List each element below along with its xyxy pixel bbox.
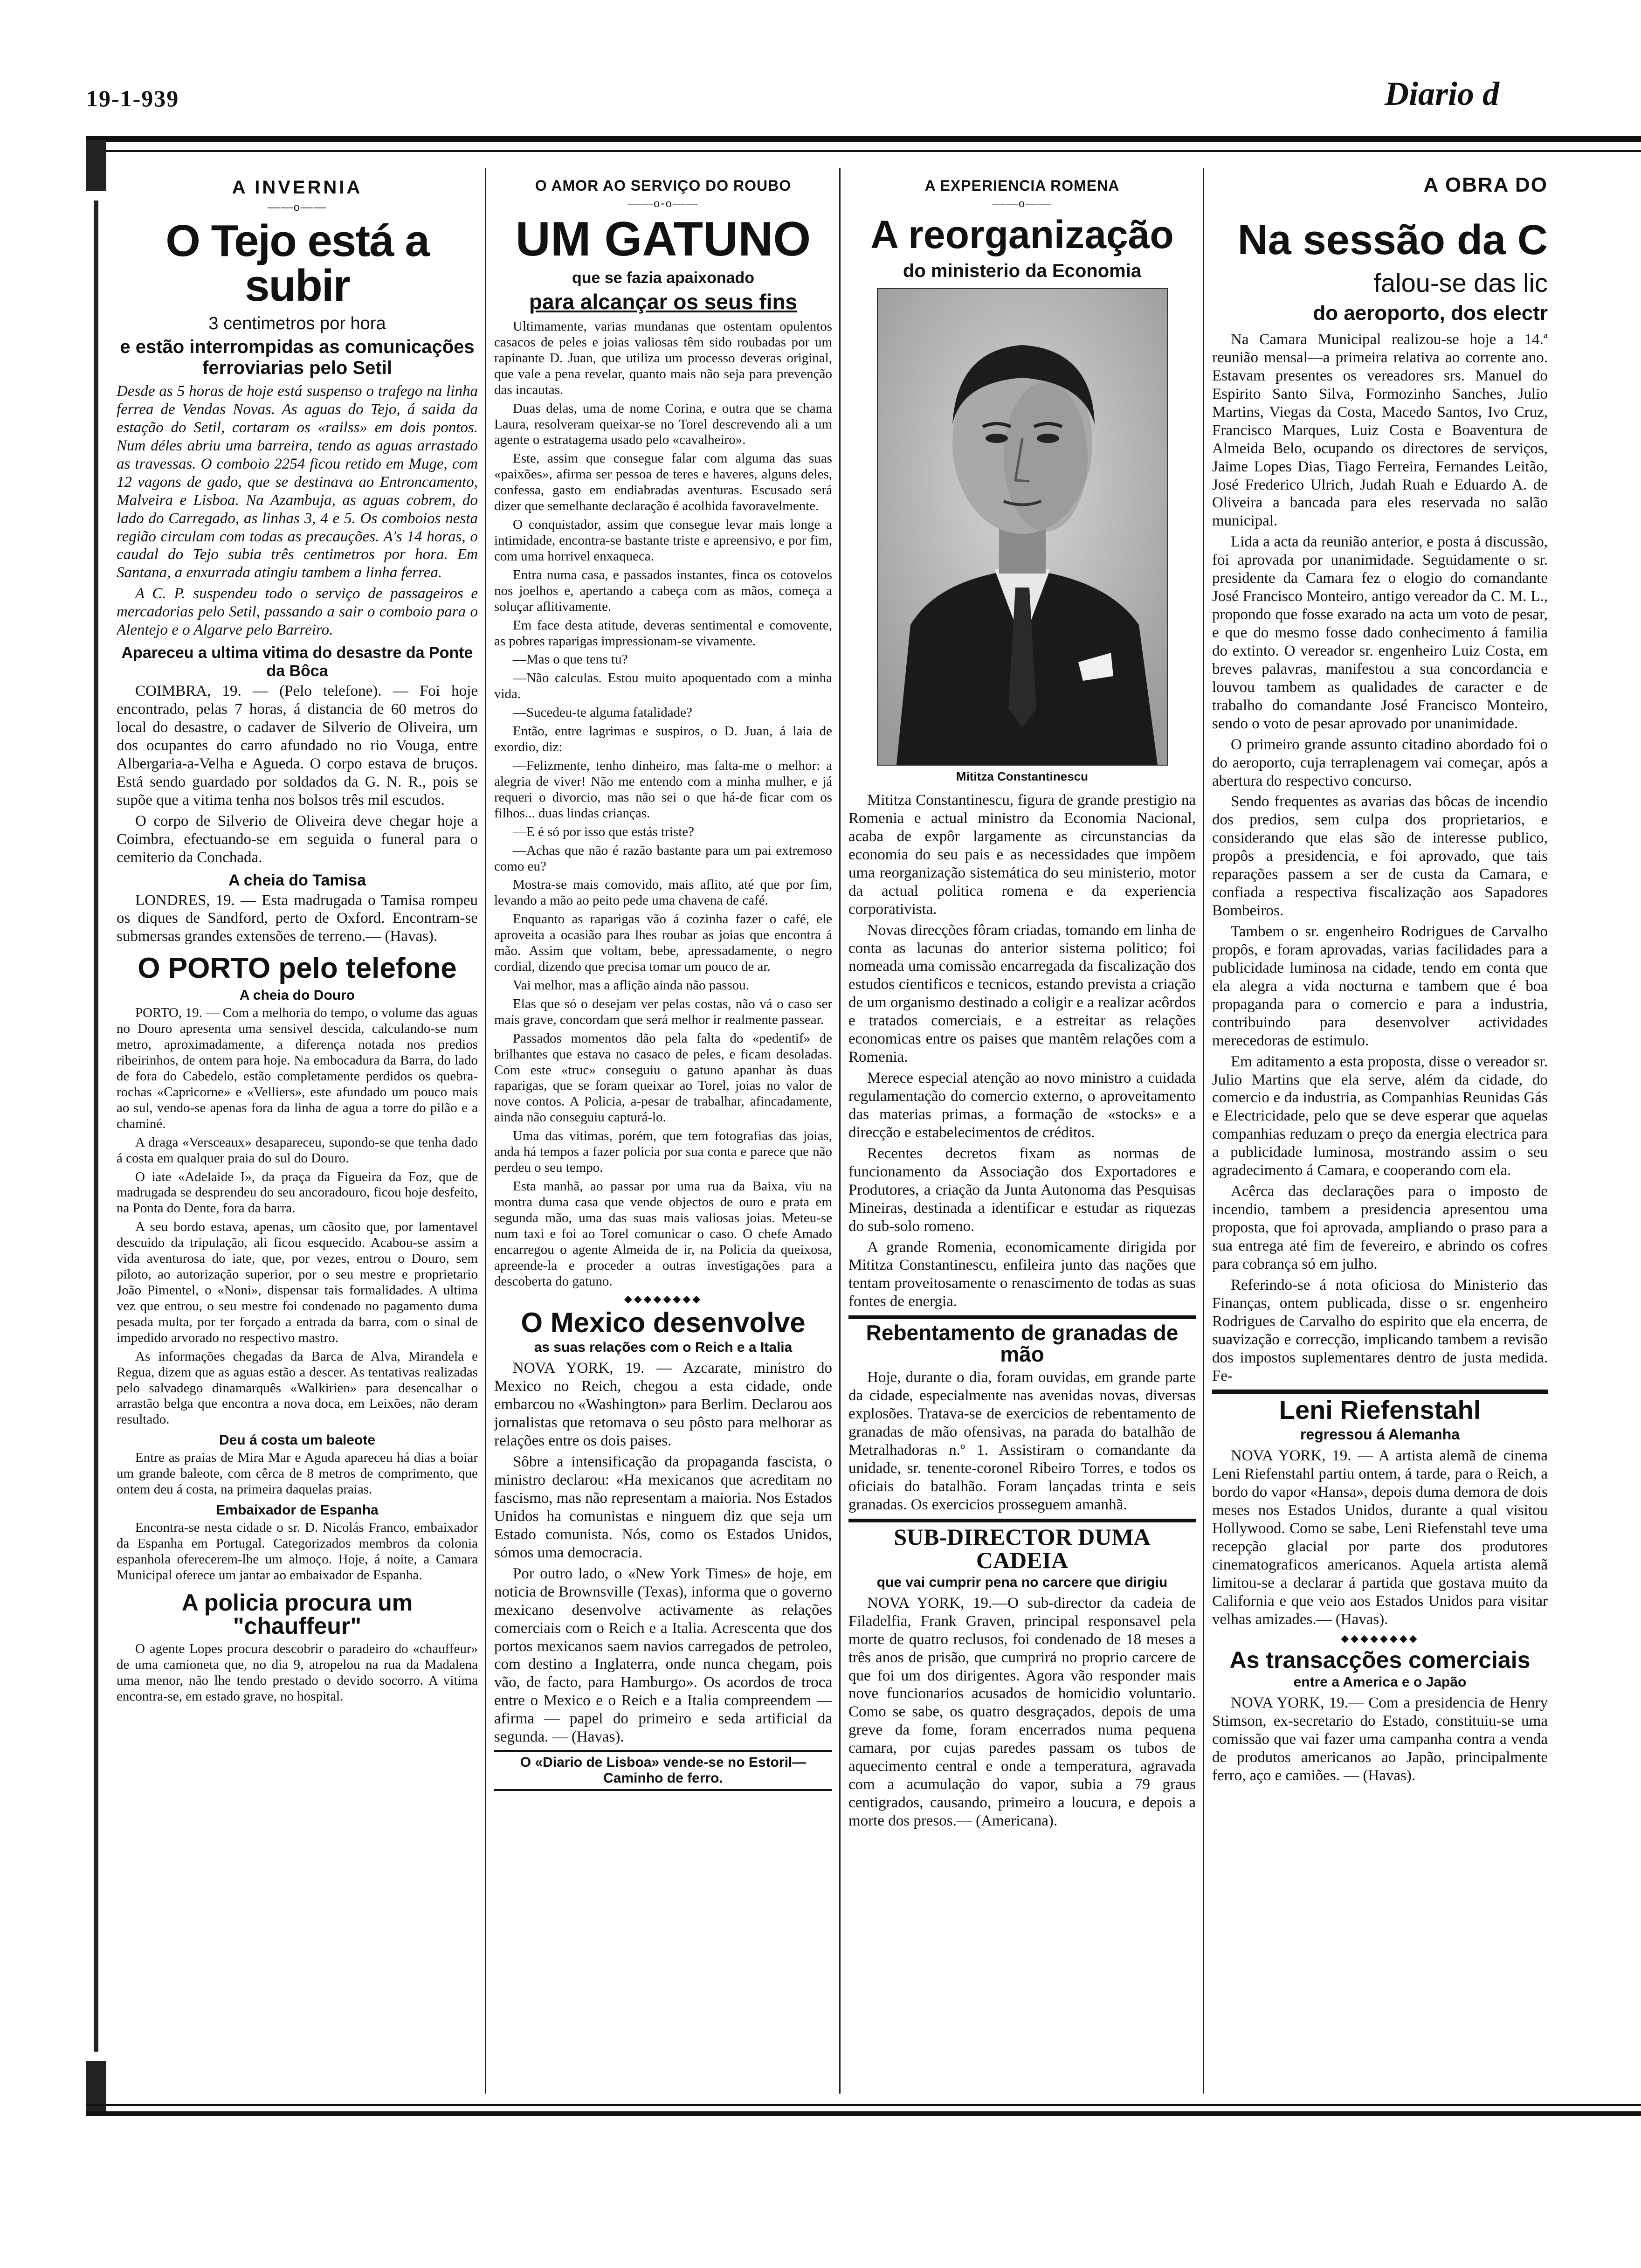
paragraph: —Mas o que tens tu? <box>513 652 628 667</box>
headline: SUB-DIRECTOR DUMA CADEIA <box>894 1523 1151 1573</box>
deck: falou-se das lic <box>1373 268 1548 297</box>
deck: e estão interrompidas as comunicações ferroviarias pelo Setil <box>120 337 475 378</box>
left-border-ornament <box>86 140 106 2117</box>
deck: que se fazia apaixonado <box>572 269 755 287</box>
paragraph: Sôbre a intensificação da propaganda fascista, o ministro declarou: «Ha mexicanos que acreditam no fascismo, mas não representam a maioria. Nos Estados Unidos ha comunistas e ninguem diz que seja um Estado comunista. Nós, como os Estados Unidos, sómos uma democracia. <box>494 1453 832 1561</box>
deck: que vai cumprir pena no carcere que dirigiu <box>876 1574 1168 1590</box>
headline: Na sessão da C <box>1237 217 1548 263</box>
deck: 3 centimetros por hora <box>208 314 386 333</box>
paragraph: —Achas que não é razão bastante para um pai extremoso como eu? <box>494 843 832 874</box>
paragraph: NOVA YORK, 19.—O sub-director da cadeia de Filadelfia, Frank Graven, principal responsavel pela morte de quatro reclusos, foi condenado de 18 meses a três anos de prisão, que cumprirá no proprio carcere de que foi um dos dirigentes. Agora vão responder mais nove funcionarios acusados de homicidio voluntario. Como se sabe, os quatro desgraçados, depois de uma greve da fome, foram encerrados numa pequena camara, por cujas paredes passam os tubos de aquecimento central e onde a temperatura, agravada com a acumulação do vapor, subia a 79 graus centigrados, causando, primeiro a loucura, e depois a morte dos presos.— (Americana). <box>848 1594 1196 1829</box>
paragraph: O corpo de Silverio de Oliveira deve chegar hoje a Coimbra, efectuando-se em seguida o funeral para o cemiterio da Conchada. <box>117 812 478 866</box>
paragraph: Elas que só o desejam ver pelas costas, não vá o caso ser mais grave, concordam que será melhor ir realmente passear. <box>494 996 832 1027</box>
paragraph: Em aditamento a esta proposta, disse o vereador sr. Julio Martins que ela serve, além da cidade, do comercio e da industria, as Companhias Reunidas Gás e Electricidade, pelo que se deve esperar que aquelas companhias reduzam o preço da energia electrica para a publicidade luminosa, mostrando assim o seu agradecimento á Camara, e cooperando com ela. <box>1212 1053 1548 1179</box>
subheading: Embaixador de Espanha <box>216 1502 379 1518</box>
paragraph: —E é só por isso que estás triste? <box>513 824 695 839</box>
deck: regressou á Alemanha <box>1300 1426 1460 1443</box>
paragraph: —Felizmente, tenho dinheiro, mas falta-me o melhor: a alegria de viver! Não me entendo com a minha mulher, e já requeri o divorcio, mas não sei o que há-de ficar com os filhos... duas lindas crianças. <box>494 758 832 821</box>
paragraph: Enquanto as raparigas vão á cozinha fazer o café, ele aproveita a ocasião para lhes roubar as joias que encontra á mão. Assim que voltam, bebe, apressadamente, o negro cordial, dizendo que precisa tomar um pouco de ar. <box>494 912 832 975</box>
paragraph: Lida a acta da reunião anterior, e posta á discussão, foi aprovada por unanimidade. Seguidamente o sr. presidente da Camara fez o elogio do comandante José Francisco Monteiro, antigo vereador da C. M. L., propondo que fosse exarado na acta um voto de pesar, e que do mesmo fosse dado conhecimento á familia do extinto. O vereador sr. engenheiro Luiz Costa, em breves palavras, manifestou a sua concordancia e louvou tambem as qualidades de caracter e de trabalho do comandante José Francisco Monteiro, sendo o voto de pesar aprovado por unanimidade. <box>1212 533 1548 732</box>
paragraph: NOVA YORK, 19.— Com a presidencia de Henry Stimson, ex-secretario do Estado, constituiu-se uma comissão que vai fazer uma campanha contra a venda de produtos americanos ao Japão, principalmente ferro, aço e camiões. — (Havas). <box>1212 1694 1548 1784</box>
paragraph: A seu bordo estava, apenas, um cãosito que, por lamentavel descuido da tripulação, ali ficou esquecido. Acabou-se assim a vida aventurosa do iate, que, por vezes, entrou o Douro, sem piloto, ao autorização superior, por o seu mestre e proprietario João Pimentel, o «Noni», dispensar tais formalidades. A ultima vez que entrou, o seu mestre foi condenado no pagamento duma pesada multa, por ter forçado a entrada da barra, com o sinal de impedido arvorado no respectivo mastro. <box>117 1219 478 1345</box>
column-camara <box>1212 163 1641 2098</box>
paragraph: Por outro lado, o «New York Times» de hoje, em noticia de Brownsville (Texas), informa que o governo mexicano desenvolve activamente as relações comerciais com o Reich e a Italia. Acrescenta que dos portos mexicanos saem navios carregados de petroleo, com destino a Inglaterra, onde nunca chegam, pois vão, de facto, para Hamburgo». Os acordos de troca entre o Mexico e o Reich e a Italia compreendem — afirma — papel do primeiro e seda artificial da segunda. — (Havas). <box>494 1565 832 1746</box>
column-gatuno <box>494 163 832 2098</box>
deck: do aeroporto, dos electr <box>1313 302 1548 325</box>
top-rule-heavy <box>86 136 1641 142</box>
headline: UM GATUNO <box>515 212 811 266</box>
deck: as suas relações com o Reich e a Italia <box>534 1340 793 1355</box>
column-rule <box>485 168 486 2094</box>
section-kicker: A EXPERIENCIA ROMENA <box>924 177 1120 194</box>
paragraph: LONDRES, 19. — Esta madrugada o Tamisa rompeu os diques de Sandford, perto de Oxford. Encontram-se submersas grandes extensões de terreno.— (Havas). <box>117 892 478 945</box>
paragraph: Entre as praias de Mira Mar e Aguda apareceu há dias a boiar um grande baleote, com cêrca de 8 metros de comprimento, que ontem deu á costa, na primeira daquelas praias. <box>117 1450 478 1497</box>
headline: A policia procura um "chauffeur" <box>181 1589 413 1639</box>
ornament-divider: ◆◆◆◆◆◆◆◆ <box>1341 1632 1419 1644</box>
paragraph: COIMBRA, 19. — (Pelo telefone). — Foi hoje encontrado, pelas 7 horas, á distancia de 60 metros do local do desastre, o cadaver de Silverio de Oliveira, um dos ocupantes do carro afundado no rio Vouga, entre Albergaria-a-Velha e Agueda. O corpo estava de bruços. Está sendo guardado por soldados da G. N. R., pois se supõe que a vitima tenha nos bolsos três mil escudos. <box>117 683 478 809</box>
portrait-image <box>878 289 1167 765</box>
headline: O Tejo está a subir <box>165 216 429 311</box>
paragraph: Sendo frequentes as avarias das bôcas de incendio dos predios, sem culpa dos proprietarios, e considerando que elas são de interesse publico, propôs a presidencia, e foi aprovado, que tais reparações passem a ser de custa da Camara, e confiada a respectiva fiscalização aos Sapadores Bombeiros. <box>1212 793 1548 920</box>
paragraph: Esta manhã, ao passar por uma rua da Baixa, viu na montra duma casa que vende objectos de ouro e prata em segunda mão, uma das suas mais valiosas joias. Meteu-se num taxi e foi ao Torel comunicar o caso. O chefe Amado encarregou o agente Almeida de ir, na Policia da queixosa, apreende-la e proceder a outras investigações para a descoberta do gatuno. <box>494 1179 832 1289</box>
paragraph: NOVA YORK, 19. — A artista alemã de cinema Leni Riefenstahl partiu ontem, á tarde, para o Reich, a bordo do vapor «Hansa», depois duma demora de dois meses nos Estados Unidos, durante a qual visitou Hollywood. Como se sabe, Leni Riefenstahl teve uma recepção glacial por parte dos produtores cinematograficos americanos. Aquela artista alemã limitou-se a declarar á partida que gostava muito da California e que veio aos Estados Unidos para visitar velhas amizades.— (Havas). <box>1212 1447 1548 1628</box>
paragraph: —Sucedeu-te alguma fatalidade? <box>513 705 692 720</box>
deck: entre a America e o Japão <box>1293 1674 1467 1690</box>
column-rule <box>1203 168 1204 2094</box>
paragraph: PORTO, 19. — Com a melhoria do tempo, o volume das aguas no Douro apresenta uma sensivel descida, calculando-se num metro, aproximadamente, a diferença notada nos predios ribeirinhos, de ontem para hoje. Na embocadura da Barra, do lado de fora do Cabedelo, estão completamente perdidos os quebra-rochas «Capricorne» e «Velliers», este afundado um pouco mais ao sul, vendo-se apenas fora da linha de agua a torre do pilão e a chaminé. <box>117 1005 478 1131</box>
paragraph: O primeiro grande assunto citadino abordado foi o do aeroporto, cuja terraplenagem vai começar, após a abertura do respectivo concurso. <box>1212 736 1548 789</box>
subheading: A cheia do Douro <box>239 988 355 1003</box>
subheading: Deu á costa um baleote <box>219 1432 376 1448</box>
paragraph: Novas direcções fôram criadas, tomando em linha de conta as lacunas do anterior sistema politico; foi nomeada uma comissão encarregada da fiscalização dos estudos cientificos e tecnicos, estando prevista a criação de um organismo destinado a coligir e a realizar acôrdos e tratados comerciais, e a estreitar as relações economicas entre os paises que mantêm relações com a Romenia. <box>848 921 1196 1066</box>
kicker-separator: ——o-o—— <box>627 196 699 210</box>
lead-paragraph: Desde as 5 horas de hoje está suspenso o trafego na linha ferrea de Vendas Novas. As aguas do Tejo, á saida da estação do Setil, cortaram os «railss» em dois pontos. Num déles abriu uma barreira, tendo as aguas arrastado as travessas. O comboio 2254 ficou retido em Muge, com 12 vagons de gado, que se destinava ao Entroncamento, Malveira e Lisboa. Na Azambuja, as aguas cobrem, do lado do Carregado, as linhas 3, 4 e 5. Os comboios nesta região circulam com todas as precauções. A's 14 horas, o caudal do Tejo subia três centimetros por hora. Em Santana, a enxurrada atingiu tambem a linha ferrea. <box>117 383 478 581</box>
paragraph: Este, assim que consegue falar com alguma das suas «paixões», afirma ser pessoa de teres e haveres, alguns deles, confessa, gasto em endiabradas aventuras. Escusado será dizer que semelhante declaração é acolhida favoravelmente. <box>494 451 832 514</box>
paragraph: Duas delas, uma de nome Corina, e outra que se chama Laura, resolveram queixar-se no Torel descrevendo ali a um agente o estratagema usado pelo «cavalheiro». <box>494 401 832 448</box>
section-kicker: A OBRA DO <box>1423 173 1548 196</box>
footer-notice-box <box>494 1750 832 1791</box>
paragraph: Então, entre lagrimas e suspiros, o D. Juan, á laia de exordio, diz: <box>494 724 832 755</box>
paragraph: As informações chegadas da Barca de Alva, Mirandela e Regua, dizem que as aguas estão a descer. As tentativas realizadas pelo salvadego dinamarquês «Walkirien» para desencalhar o arrastão belga que encontra a nova doca, em Leixões, não deram resultado. <box>117 1348 478 1427</box>
paragraph: Merece especial atenção ao novo ministro a cuidada regulamentação do comercio externo, o aproveitamento das materias primas, a formação de «stocks» e a direcção e estabelecimentos de créditos. <box>848 1070 1196 1141</box>
masthead: Diario d <box>1385 75 1500 112</box>
section-rule <box>1212 1390 1548 1394</box>
headline: A reorganização <box>870 213 1174 256</box>
column-tejo <box>117 163 478 2098</box>
paragraph: —Não calculas. Estou muito apoquentado com a minha vida. <box>494 671 832 702</box>
section-rule <box>848 1315 1196 1319</box>
paragraph: Em face desta atitude, deveras sentimental e comovente, as pobres raparigas impressionam-se vivamente. <box>494 617 832 649</box>
portrait-photo <box>877 288 1168 766</box>
headline: As transacções comerciais <box>1229 1646 1531 1673</box>
paragraph: O iate «Adelaide I», da praça da Figueira da Foz, que de madrugada se desprendeu do seu ancoradouro, ficou hoje desfeito, na Ponta do Dente, fora da barra. <box>117 1169 478 1216</box>
subheading: Apareceu a ultima vitima do desastre da Ponte da Bôca <box>121 644 473 680</box>
paragraph: Ultimamente, varias mundanas que ostentam opulentos casacos de peles e joias valiosas têm sido roubadas por um rapinante D. Juan, que utiliza um processo deveras original, que vale a pena revelar, quanto mais não seja para prevenção das incautas. <box>494 319 832 397</box>
paragraph: Tambem o sr. engenheiro Rodrigues de Carvalho propôs, e foram aprovadas, varias facilidades para a publicidade luminosa na cidade, tendo em conta que ela alegra a vida nocturna e tambem que é boa propaganda para o comercio e para a industria, contribuindo para desenvolver actividades merecedoras de estimulo. <box>1212 923 1548 1049</box>
subheading: A cheia do Tamisa <box>228 871 366 889</box>
section-rule <box>848 1519 1196 1522</box>
column-rule <box>839 168 841 2094</box>
kicker-separator: ——o—— <box>993 196 1052 210</box>
section-kicker: A INVERNIA <box>232 177 363 198</box>
paragraph: Entra numa casa, e passados instantes, finca os cotovelos nos joelhos e, apertando a cabeça com as mãos, começa a soluçar aflitivamente. <box>494 567 832 614</box>
paragraph: Mostra-se mais comovido, mais aflito, até que por fim, levando a mão ao peito pede uma chavena de café. <box>494 877 832 908</box>
deck: do ministerio da Economia <box>903 261 1142 281</box>
headline: O PORTO pelo telefone <box>138 952 457 985</box>
paragraph: NOVA YORK, 19. — Azcarate, ministro do Mexico no Reich, chegou a esta cidade, onde embarcou no «Washington» para Berlim. Declarou aos jornalistas que retomava o seu pôsto para melhorar as relações entre os dois paises. <box>494 1360 832 1450</box>
paragraph: Recentes decretos fixam as normas de funcionamento da Associação dos Exportadores e Produtores, a criação da Junta Autonoma das Pesquisas Mineiras, destinada a identificar e estudar as riquezas do sub-solo romeno. <box>848 1145 1196 1235</box>
paragraph: A C. P. suspendeu todo o serviço de passageiros e mercadorias pelo Setil, passando a sair o comboio para o Alentejo e o Algarve pelo Barreiro. <box>117 585 478 639</box>
column-romenia <box>848 163 1196 2098</box>
top-rule-light <box>86 150 1641 152</box>
paragraph: Hoje, durante o dia, foram ouvidas, em grande parte da cidade, especialmente nas avenidas novas, diversas explosões. Tratava-se de exercicios de rebentamento de granadas de mão ofensivas, na parada do batalhão de Metralhadoras n.º 1. Assistiram o comandante da unidade, sr. tenente-coronel Ribeiro Torres, e todos os oficiais do batalhão. Foram lançadas trinta e seis granadas. Os exercicios prosseguem amanhã. <box>848 1369 1196 1513</box>
paragraph: O conquistador, assim que consegue levar mais longe a intimidade, encontra-se bastante triste e apreensivo, e por fim, com uma horrivel enxaqueca. <box>494 517 832 564</box>
headline: Leni Riefenstahl <box>1279 1395 1481 1425</box>
paragraph: A draga «Versceaux» desapareceu, supondo-se que tenha dado á costa em qualquer praia do sul do Douro. <box>117 1134 478 1166</box>
bottom-rule-light <box>86 2104 1641 2106</box>
ornament-divider: ◆◆◆◆◆◆◆◆ <box>624 1293 703 1305</box>
paragraph: A grande Romenia, economicamente dirigida por Mititza Constantinescu, enfileira junto das nações que tentam proveitosamente o renascimento de todas as suas fontes de energia. <box>848 1238 1196 1310</box>
issue-date: 19-1-939 <box>86 85 179 111</box>
paragraph: Acêrca das declarações para o imposto de incendio, tambem a presidencia apresentou uma proposta, que foi aprovada, ampliando o praso para a sua entrega até fim de fevereiro, e abrindo os cofres para cobrança só em julho. <box>1212 1183 1548 1272</box>
headline: Rebentamento de granadas de mão <box>866 1321 1179 1367</box>
paragraph: Vai melhor, mas a aflição ainda não passou. <box>513 977 749 993</box>
kicker-separator: ——o—— <box>268 200 327 214</box>
bottom-rule-heavy <box>86 2111 1641 2116</box>
deck: para alcançar os seus fins <box>529 290 798 314</box>
paragraph: Uma das vitimas, porém, que tem fotografias das joias, anda há tempos a fazer policia por sua conta e parece que não perdeu o seu tempo. <box>494 1128 832 1175</box>
paragraph: Referindo-se á nota oficiosa do Ministerio das Finanças, ontem publicada, disse o sr. engenheiro Rodrigues de Carvalho do espirito que ela encerra, de suavização e correcção, implicando tambem a revisão dos impostos suplementares dentro de justa medida. Fe- <box>1212 1276 1548 1384</box>
photo-caption: Mititza Constantinescu <box>956 769 1089 783</box>
paragraph: Mititza Constantinescu, figura de grande prestigio na Romenia e actual ministro da Economia Nacional, acaba de expôr largamente as circunstancias da economia do seu pais e as necessidades que impõem uma reorganização sistemática do seu ministerio, motor da actual politica romena e da experiencia corporativista. <box>848 792 1196 918</box>
footer-notice: O «Diario de Lisboa» vende-se no Estoril—Caminho de ferro. <box>520 1755 807 1786</box>
paragraph: Encontra-se nesta cidade o sr. D. Nicolás Franco, embaixador da Espanha em Portugal. Categorizados membros da colonia espanhola oferecerem-lhe um almoço. Hoje, á noite, a Camara Municipal oferece um jantar ao embaixador de Espanha. <box>117 1520 478 1583</box>
paragraph: Na Camara Municipal realizou-se hoje a 14.ª reunião mensal—a primeira relativa ao corrente ano. Estavam presentes os vereadores srs. Manuel do Espirito Santo Silva, Formozinho Sanches, Julio Martins, Viegas da Costa, Macedo Santos, Ivo Cruz, Francisco Marques, Luiz Costa e Boaventura de Almeida Belo, ocupando os directores de serviços, Jaime Lopes Dias, Tiago Ferreira, Fernandes Leitão, José Frederico Ulrich, Judah Ruah e Eduardo A. de Oliveira a bancada para eles reservada no salão municipal. <box>1212 331 1548 530</box>
paragraph: O agente Lopes procura descobrir o paradeiro do «chauffeur» de uma camioneta que, no dia 9, atropelou na rua da Madalena uma menor, não lhe tendo prestado o devido socorro. A vitima encontra-se, em estado grave, no hospital. <box>117 1641 478 1704</box>
paragraph: Passados momentos dão pela falta do «pedentif» de brilhantes que estava no casaco de peles, e ficam desoladas. Com este «truc» conseguiu o gatuno apanhar às duas raparigas, que se foram queixar ao Torel, joias no valor de nove contos. A Policia, a-pesar de trabalhar, afincadamente, ainda não conseguiu capturá-lo. <box>494 1030 832 1125</box>
headline: O Mexico desenvolve <box>521 1307 806 1339</box>
section-kicker: O AMOR AO SERVIÇO DO ROUBO <box>535 177 792 194</box>
